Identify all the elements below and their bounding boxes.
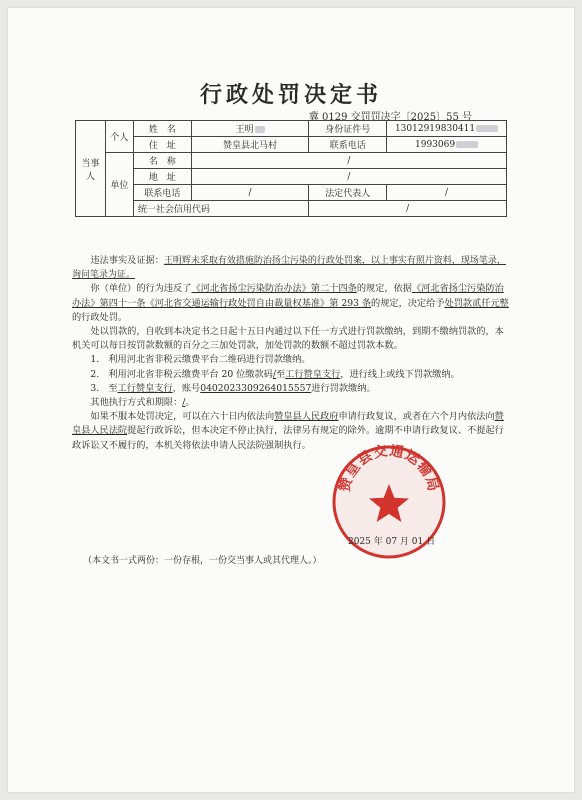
- appeal-paragraph: 如果不服本处罚决定，可以在六十日内依法向赞皇县人民政府申请行政复议，或者在六个月内依法向赞皇县人民法院提起行政诉讼，但本决定不停止执行，法律另有规定的除外。逾期不申请行政复议、不提起行政诉讼又不履行的，本机关将依法申请人民法院强制执行。: [72, 411, 504, 451]
- issue-date: 2025 年 07 月 01 日: [348, 537, 436, 547]
- document-page: [8, 8, 574, 792]
- violation-paragraph: 你（单位）的行为违反了《河北省扬尘污染防治办法》第二十四条的规定，依据《河北省扬尘污染防治办法》第四十一条《河北省交通运输行政处罚自由裁量权基准》第 293 条的规定，决定给予处罚款贰仟元整的行政处罚。: [72, 283, 509, 323]
- address-value: 赞皇县北马村: [191, 137, 309, 153]
- credit-code-value: /: [309, 201, 507, 217]
- document-number: 冀 0129 交罚罚决字〔2025〕55 号: [308, 112, 472, 123]
- legal-rep-label: 法定代表人: [309, 185, 387, 201]
- unit-label: 单位: [105, 153, 133, 217]
- other-execution-paragraph: 其他执行方式和期限：/。: [90, 397, 195, 409]
- payment-option-2: 2. 利用河北省非税云缴费平台 20 位缴款码/至工行赞皇支行，进行线上或线下罚款缴纳。: [90, 368, 460, 380]
- footnote: （本文书一式两份：一份存根，一份交当事人或其代理人。）: [83, 556, 322, 566]
- unit-name-label: 名 称: [133, 153, 191, 169]
- facts-paragraph: 违法事实及证据：王明辉未采取有效措施防治扬尘污染的行政处罚案，以上事实有照片资料，现场笔录，询问笔录为证。: [72, 255, 506, 281]
- phone-value: 1993069: [387, 137, 507, 153]
- phone-label: 联系电话: [309, 137, 387, 153]
- name-value: 王明: [191, 121, 309, 137]
- address-label: 住 址: [133, 137, 191, 153]
- redaction-mark: [476, 125, 498, 132]
- unit-name-value: /: [191, 153, 506, 169]
- id-label: 身份证件号: [309, 121, 387, 137]
- unit-phone-value: /: [191, 185, 309, 201]
- unit-phone-label: 联系电话: [133, 185, 191, 201]
- unit-address-value: /: [191, 169, 506, 185]
- redaction-mark: [456, 141, 478, 148]
- id-value: 13012919830411: [387, 121, 507, 137]
- payment-option-3: 3. 至工行赞皇支行，账号0402023309264015557进行罚款缴纳。: [90, 382, 376, 394]
- payment-option-1: 1. 利用河北省非税云缴费平台二维码进行罚款缴纳。: [90, 354, 311, 366]
- seal-text: 赞皇县交通运输局: [336, 444, 442, 494]
- unit-address-label: 地 址: [133, 169, 191, 185]
- page-title: 行政处罚决定书: [199, 82, 382, 108]
- personal-label: 个人: [105, 121, 133, 153]
- payment-terms-paragraph: 处以罚款的，自收到本决定书之日起十五日内通过以下任一方式进行罚款缴纳，到期不缴纳罚款的，本机关可以每日按罚款数额的百分之三加处罚款，加处罚款的数额不超过罚款本数。: [72, 326, 504, 352]
- party-info-table: [75, 120, 507, 217]
- credit-code-label: 统一社会信用代码: [133, 201, 308, 217]
- legal-rep-value: /: [387, 185, 507, 201]
- decision-body: [72, 254, 510, 453]
- name-label: 姓 名: [133, 121, 191, 137]
- party-label: 当事人: [76, 121, 106, 217]
- redaction-mark: [255, 126, 265, 133]
